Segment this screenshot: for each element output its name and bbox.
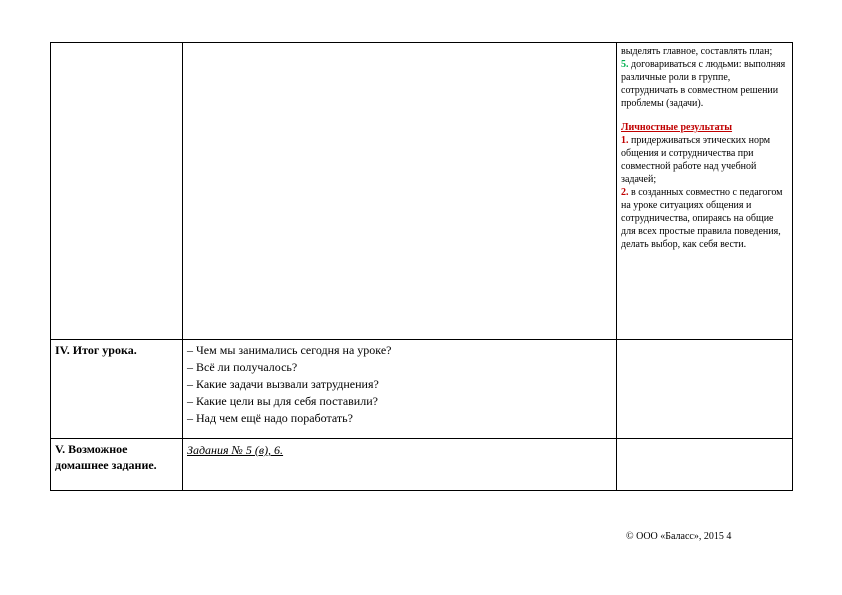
stage-cell: IV. Итог урока. — [51, 340, 183, 439]
question-line: – Какие задачи вызвали затруднения? — [187, 377, 379, 391]
question-line: – Всё ли получалось? — [187, 360, 298, 374]
results-cell — [617, 43, 793, 340]
homework-text: Задания № 5 (в), 6. — [187, 443, 284, 457]
question-line: – Чем мы занимались сегодня на уроке? — [187, 343, 392, 357]
table-row — [51, 439, 793, 491]
table-row — [51, 43, 793, 340]
stage-cell — [51, 43, 183, 340]
copyright-footer: © ООО «Баласс», 2015 4 — [626, 531, 732, 542]
table-row — [51, 340, 793, 439]
stage-cell: V. Возможное домашнее задание. — [51, 439, 183, 491]
item-number: 5. — [621, 59, 629, 70]
results-cell — [617, 439, 793, 491]
item-number: 1. — [621, 135, 629, 146]
list-item — [621, 134, 788, 186]
list-item — [621, 186, 788, 251]
personal-results-heading: Личностные результаты — [621, 122, 733, 133]
results-cell — [617, 340, 793, 439]
results-line — [621, 58, 788, 110]
item-text: договариваться с людьми: выполняя различные роли в группе, сотрудничать в совместном решении проблемы (задачи). — [621, 59, 786, 109]
item-number: 2. — [621, 187, 629, 198]
item-text: придерживаться этических норм общения и сотрудничества при совместной работе над учебной задачей; — [621, 135, 771, 185]
question-line: – Над чем ещё надо поработать? — [187, 411, 353, 425]
questions-cell — [183, 340, 617, 439]
teacher-activity-cell — [183, 43, 617, 340]
question-line: – Какие цели вы для себя поставили? — [187, 394, 378, 408]
item-text: в созданных совместно с педагогом на уроке ситуациях общения и сотрудничества, опираясь на общие для всех простые правила поведения, делать выбор, как себя вести. — [621, 187, 783, 250]
lesson-table — [50, 42, 793, 491]
results-line: выделять главное, составлять план; — [621, 46, 773, 57]
homework-cell — [183, 439, 617, 491]
